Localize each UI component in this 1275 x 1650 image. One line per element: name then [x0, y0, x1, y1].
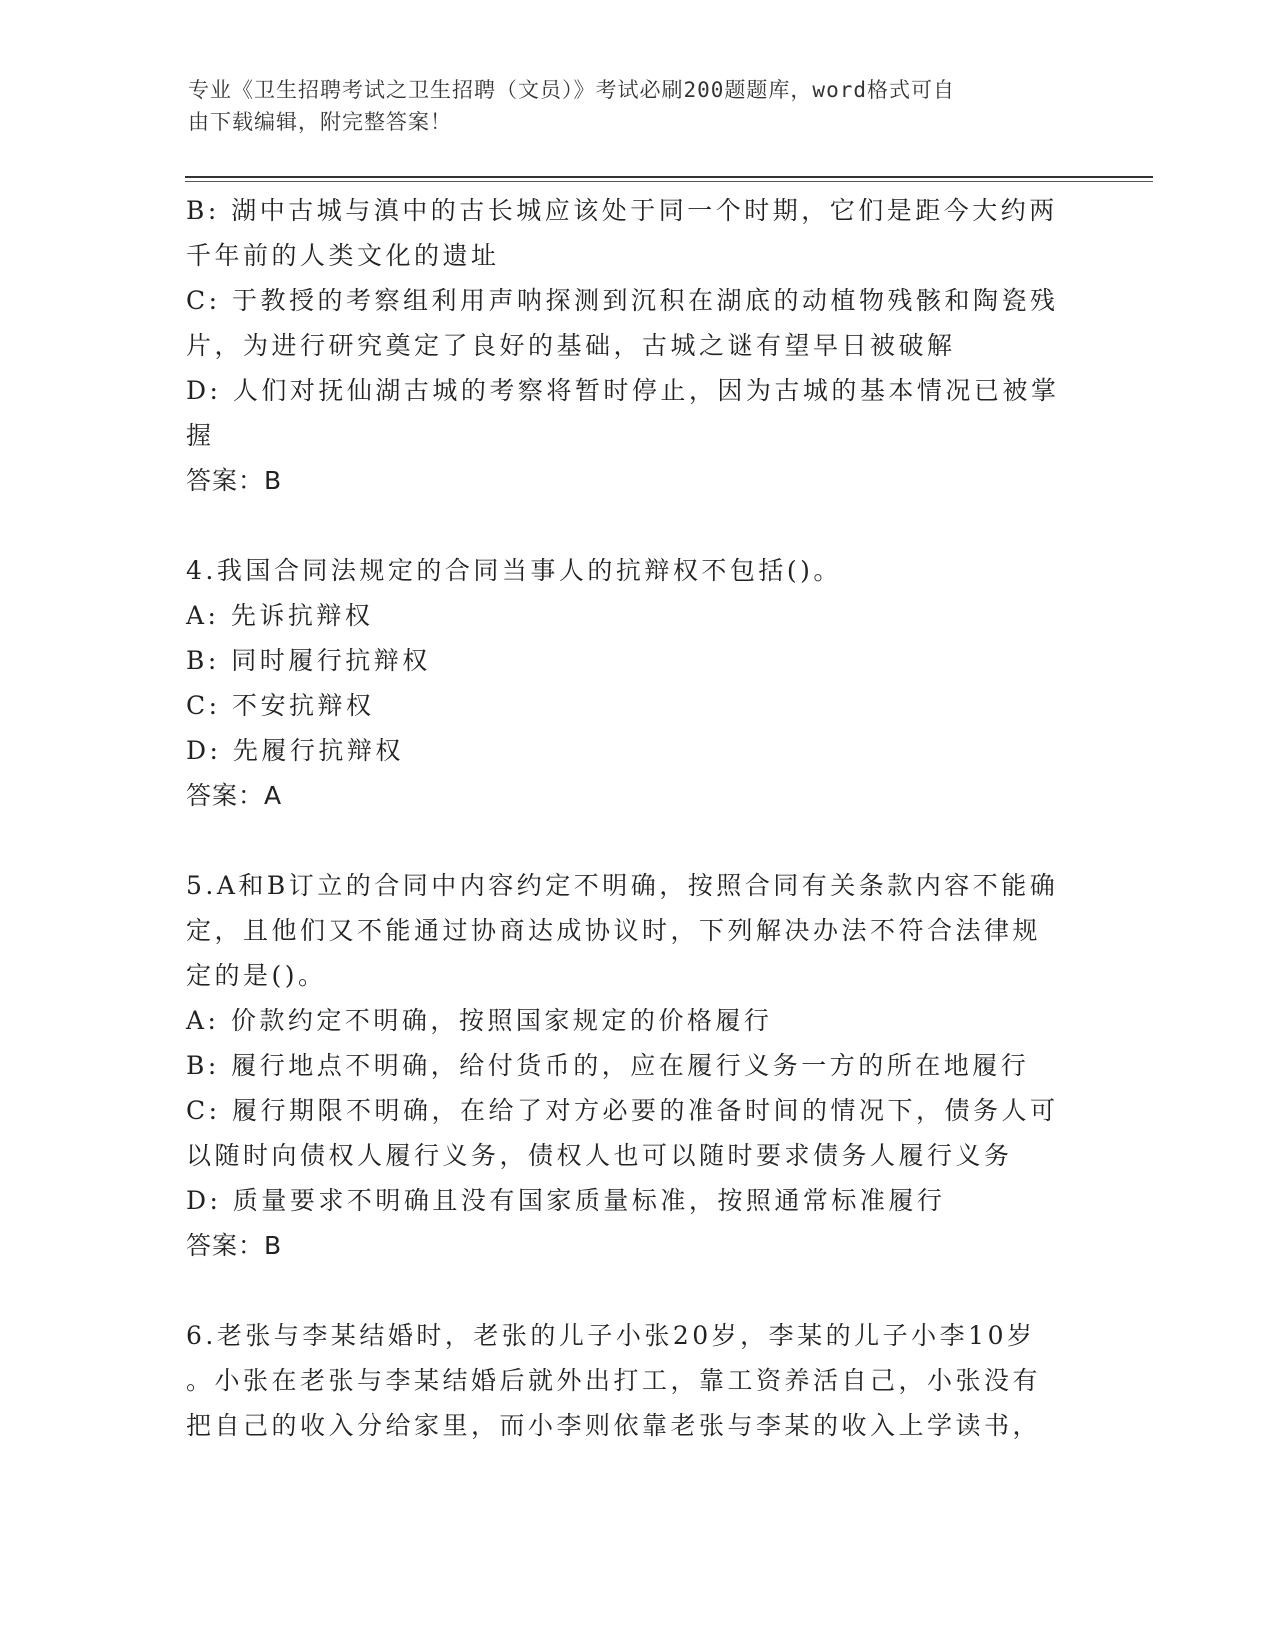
header-line-2: 由下载编辑，附完整答案！ [188, 110, 452, 134]
question-3-remainder [186, 188, 1091, 503]
header-divider-thick [185, 176, 1153, 178]
q5-option-b: B: 履行地点不明确，给付货币的，应在履行义务一方的所在地履行 [186, 1051, 1030, 1080]
page-header [188, 74, 1068, 138]
question-5 [186, 863, 1091, 1268]
q6-stem-line-2: 。小张在老张与李某结婚后就外出打工，靠工资养活自己，小张没有 [186, 1366, 1042, 1395]
q3-option-b-line-1: B: 湖中古城与滇中的古长城应该处于同一个时期，它们是距今大约两 [186, 196, 1058, 225]
q3-answer: 答案：B [186, 466, 283, 495]
q3-option-d-line-2: 握 [186, 421, 215, 450]
q3-option-b-line-2: 千年前的人类文化的遗址 [186, 241, 500, 270]
q3-option-c-line-2: 片，为进行研究奠定了良好的基础，古城之谜有望早日被破解 [186, 331, 956, 360]
q5-option-d: D: 质量要求不明确且没有国家质量标准，按照通常标准履行 [186, 1186, 946, 1215]
q4-option-c: C: 不安抗辩权 [186, 691, 375, 720]
q5-answer: 答案：B [186, 1231, 283, 1260]
q5-option-c-line-2: 以随时向债权人履行义务，债权人也可以随时要求债务人履行义务 [186, 1141, 1013, 1170]
q6-stem-line-3: 把自己的收入分给家里，而小李则依靠老张与李某的收入上学读书， [186, 1411, 1042, 1440]
document-body [186, 188, 1091, 1448]
q3-option-c-line-1: C: 于教授的考察组利用声呐探测到沉积在湖底的动植物残骸和陶瓷残 [186, 286, 1059, 315]
q3-option-d-line-1: D: 人们对抚仙湖古城的考察将暂时停止，因为古城的基本情况已被掌 [186, 376, 1060, 405]
q4-stem: 4.我国合同法规定的合同当事人的抗辩权不包括()。 [186, 556, 842, 585]
header-divider-thin [185, 181, 1153, 182]
header-line-1: 专业《卫生招聘考试之卫生招聘（文员）》考试必刷200题题库，word格式可自 [188, 78, 955, 102]
q5-stem-line-1: 5.A和B订立的合同中内容约定不明确，按照合同有关条款内容不能确 [186, 871, 1059, 900]
q4-option-b: B: 同时履行抗辩权 [186, 646, 431, 675]
q5-stem-line-3: 定的是()。 [186, 961, 327, 990]
question-6 [186, 1313, 1091, 1448]
q4-option-d: D: 先履行抗辩权 [186, 736, 404, 765]
q6-stem-line-1: 6.老张与李某结婚时，老张的儿子小张20岁，李某的儿子小李10岁 [186, 1321, 1036, 1350]
q4-option-a: A: 先诉抗辩权 [186, 601, 374, 630]
q4-answer: 答案：A [186, 781, 283, 810]
q5-option-a: A: 价款约定不明确，按照国家规定的价格履行 [186, 1006, 773, 1035]
question-4 [186, 548, 1091, 818]
q5-stem-line-2: 定，且他们又不能通过协商达成协议时，下列解决办法不符合法律规 [186, 916, 1042, 945]
q5-option-c-line-1: C: 履行期限不明确，在给了对方必要的准备时间的情况下，债务人可 [186, 1096, 1059, 1125]
